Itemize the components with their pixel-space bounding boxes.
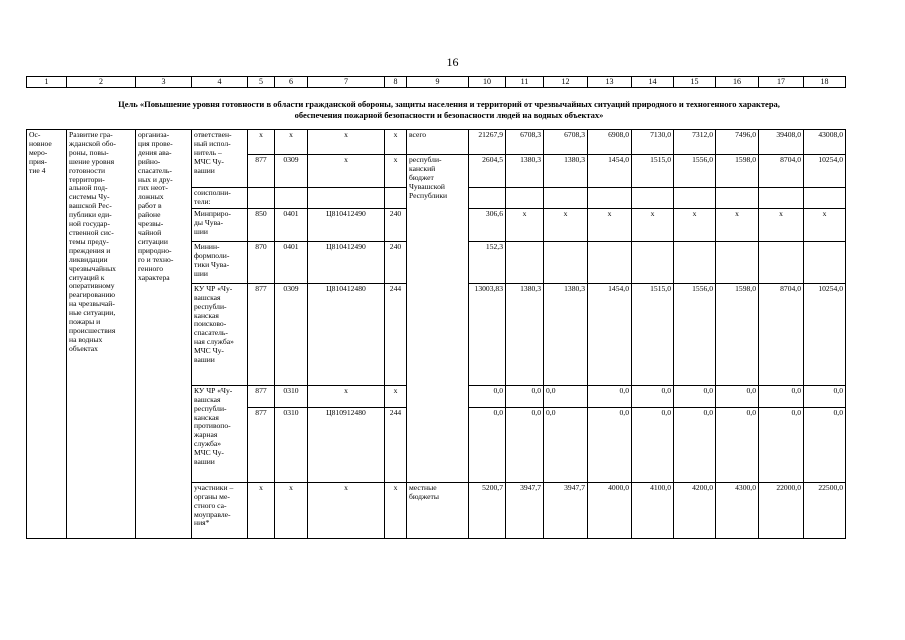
- value-cell: x: [674, 208, 716, 241]
- csr-cell: Ц810412480: [308, 283, 385, 385]
- value-cell: 6708,3: [506, 130, 544, 155]
- column-number-cell: 17: [759, 77, 804, 88]
- value-cell: 8704,0: [759, 155, 804, 188]
- value-cell: 1380,3: [544, 155, 588, 188]
- column-number-cell: 4: [192, 77, 248, 88]
- value-cell: 1380,3: [506, 155, 544, 188]
- vr-cell: 240: [385, 241, 407, 283]
- source-cell: всего: [407, 130, 469, 155]
- column-number-row: [26, 76, 846, 88]
- value-cell: 39408,0: [759, 130, 804, 155]
- value-cell: [804, 241, 846, 283]
- column-number-cell: 8: [385, 77, 407, 88]
- column-number-cell: 12: [544, 77, 588, 88]
- csr-cell: Ц810412490: [308, 241, 385, 283]
- column-number-cell: 16: [716, 77, 759, 88]
- value-cell: x: [588, 208, 632, 241]
- grbs-cell: x: [248, 130, 275, 155]
- rz-cell: 0310: [275, 385, 308, 407]
- value-cell: 0,0: [469, 385, 506, 407]
- table-row: [27, 130, 846, 155]
- column-number-cell: 15: [674, 77, 716, 88]
- value-cell: 1454,0: [588, 283, 632, 385]
- source-cell: республи- канский бюджет Чувашской Республики: [407, 155, 469, 483]
- csr-cell: x: [308, 155, 385, 188]
- value-cell: 4000,0: [588, 482, 632, 538]
- value-cell: 10254,0: [804, 283, 846, 385]
- value-cell: [588, 241, 632, 283]
- value-cell: 8704,0: [759, 283, 804, 385]
- vr-cell: x: [385, 482, 407, 538]
- column-number-cell: 6: [275, 77, 308, 88]
- rz-cell: 0309: [275, 155, 308, 188]
- value-cell: 1515,0: [632, 155, 674, 188]
- value-cell: 10254,0: [804, 155, 846, 188]
- value-cell: 6708,3: [544, 130, 588, 155]
- value-cell: 1556,0: [674, 283, 716, 385]
- column-number-cell: 2: [67, 77, 136, 88]
- grbs-cell: 877: [248, 155, 275, 188]
- value-cell: 0,0: [588, 385, 632, 407]
- csr-cell: x: [308, 130, 385, 155]
- value-cell: 4300,0: [716, 482, 759, 538]
- value-cell: 0,0: [588, 407, 632, 482]
- value-cell: 5200,7: [469, 482, 506, 538]
- rz-cell: 0401: [275, 241, 308, 283]
- value-cell: 306,6: [469, 208, 506, 241]
- event-name: Развитие гра- жданской обо- роны, повы- шение уровня готовности территори- альной под- системы Чу- вашской Рес- публики еди- ной государ- ственной сис- темы преду- преждения и ликвидации чрезвычайных ситуаций к оперативному реагированию на чрезвычай- ные ситуации, пожары и происшествия на водных объектах: [67, 130, 136, 539]
- value-cell: 7496,0: [716, 130, 759, 155]
- vr-cell: x: [385, 385, 407, 407]
- value-cell: 6908,0: [588, 130, 632, 155]
- column-number-cell: 10: [469, 77, 506, 88]
- value-cell: 7130,0: [632, 130, 674, 155]
- column-number-cell: 5: [248, 77, 275, 88]
- value-cell: 1454,0: [588, 155, 632, 188]
- value-cell: 0,0: [469, 407, 506, 482]
- value-cell: 0,0: [674, 407, 716, 482]
- value-cell: 0,0: [716, 385, 759, 407]
- value-cell: 0,0: [506, 385, 544, 407]
- value-cell: 1515,0: [632, 283, 674, 385]
- value-cell: 152,3: [469, 241, 506, 283]
- goal-heading: [26, 99, 872, 121]
- exec-cell: Минприро- ды Чува- шии: [192, 208, 248, 241]
- event-status: Ос- новное меро- прия- тие 4: [27, 130, 67, 539]
- value-cell: x: [804, 208, 846, 241]
- value-cell: 1556,0: [674, 155, 716, 188]
- source-cell: местные бюджеты: [407, 482, 469, 538]
- value-cell: x: [506, 208, 544, 241]
- value-cell: 21267,9: [469, 130, 506, 155]
- value-cell: 43008,0: [804, 130, 846, 155]
- value-cell: 0,0: [716, 407, 759, 482]
- column-number-cell: 13: [588, 77, 632, 88]
- value-cell: 1380,3: [506, 283, 544, 385]
- value-cell: 0,0: [804, 407, 846, 482]
- event-tasks: организа- ция прове- дения ава- рийно- спасатель- ных и дру- гих неот- ложных работ в районе чрезвы- чайной ситуации природно- го и техно- генного характера: [136, 130, 192, 539]
- rz-cell: 0310: [275, 407, 308, 482]
- grbs-cell: 877: [248, 283, 275, 385]
- grbs-cell: 850: [248, 208, 275, 241]
- value-cell: x: [759, 208, 804, 241]
- exec-cell: КУ ЧР «Чу- вашская республи- канская поисково- спасатель- ная служба» МЧС Чу- вашии: [192, 283, 248, 385]
- exec-cell: соисполни- тели:: [192, 188, 248, 209]
- value-cell: x: [716, 208, 759, 241]
- goal-line-2: обеспечения пожарной безопасности и безопасности людей на водных объектах»: [294, 110, 604, 120]
- csr-cell: x: [308, 385, 385, 407]
- rz-cell: x: [275, 482, 308, 538]
- vr-cell: 244: [385, 283, 407, 385]
- vr-cell: x: [385, 155, 407, 188]
- value-cell: 0,0: [759, 385, 804, 407]
- rz-cell: 0309: [275, 283, 308, 385]
- grbs-cell: 877: [248, 407, 275, 482]
- value-cell: 0,0: [632, 385, 674, 407]
- vr-cell: x: [385, 130, 407, 155]
- exec-cell: участники – органы ме- стного са- моуправле- ния*: [192, 482, 248, 538]
- value-cell: [544, 241, 588, 283]
- value-cell: 0,0: [544, 385, 588, 407]
- value-cell: 13003,83: [469, 283, 506, 385]
- value-cell: [759, 241, 804, 283]
- grbs-cell: 870: [248, 241, 275, 283]
- exec-cell: ответствен- ный испол- нитель – МЧС Чу- вашии: [192, 130, 248, 188]
- value-cell: 0,0: [544, 407, 588, 482]
- value-cell: 7312,0: [674, 130, 716, 155]
- value-cell: 3947,7: [506, 482, 544, 538]
- value-cell: [716, 241, 759, 283]
- value-cell: 22000,0: [759, 482, 804, 538]
- value-cell: 0,0: [674, 385, 716, 407]
- value-cell: [674, 241, 716, 283]
- value-cell: 3947,7: [544, 482, 588, 538]
- csr-cell: Ц810912480: [308, 407, 385, 482]
- vr-cell: 244: [385, 407, 407, 482]
- value-cell: 4200,0: [674, 482, 716, 538]
- value-cell: [506, 241, 544, 283]
- event-table: [26, 129, 846, 539]
- value-cell: 22500,0: [804, 482, 846, 538]
- value-cell: 1380,3: [544, 283, 588, 385]
- grbs-cell: x: [248, 482, 275, 538]
- value-cell: x: [632, 208, 674, 241]
- value-cell: 0,0: [804, 385, 846, 407]
- column-number-cell: 11: [506, 77, 544, 88]
- csr-cell: x: [308, 482, 385, 538]
- goal-line-1: Цель «Повышение уровня готовности в области гражданской обороны, защиты населения и территорий от чрезвычайных ситуаций природного и техногенного характера,: [118, 99, 780, 109]
- rz-cell: x: [275, 130, 308, 155]
- csr-cell: Ц810412490: [308, 208, 385, 241]
- column-number-cell: 1: [27, 77, 67, 88]
- page-number: 16: [446, 55, 459, 69]
- value-cell: 4100,0: [632, 482, 674, 538]
- column-number-cell: 7: [308, 77, 385, 88]
- value-cell: [632, 241, 674, 283]
- column-number-cell: 14: [632, 77, 674, 88]
- vr-cell: 240: [385, 208, 407, 241]
- exec-cell: КУ ЧР «Чу- вашская республи- канская противопо- жарная служба» МЧС Чу- вашии: [192, 385, 248, 482]
- value-cell: 1598,0: [716, 155, 759, 188]
- value-cell: 0,0: [506, 407, 544, 482]
- value-cell: 0,0: [759, 407, 804, 482]
- column-number-cell: 9: [407, 77, 469, 88]
- rz-cell: 0401: [275, 208, 308, 241]
- column-number-cell: 18: [804, 77, 846, 88]
- value-cell: 2604,5: [469, 155, 506, 188]
- grbs-cell: 877: [248, 385, 275, 407]
- value-cell: 0,0: [632, 407, 674, 482]
- exec-cell: Минин- формполи- тики Чува- шии: [192, 241, 248, 283]
- value-cell: 1598,0: [716, 283, 759, 385]
- column-number-cell: 3: [136, 77, 192, 88]
- value-cell: x: [544, 208, 588, 241]
